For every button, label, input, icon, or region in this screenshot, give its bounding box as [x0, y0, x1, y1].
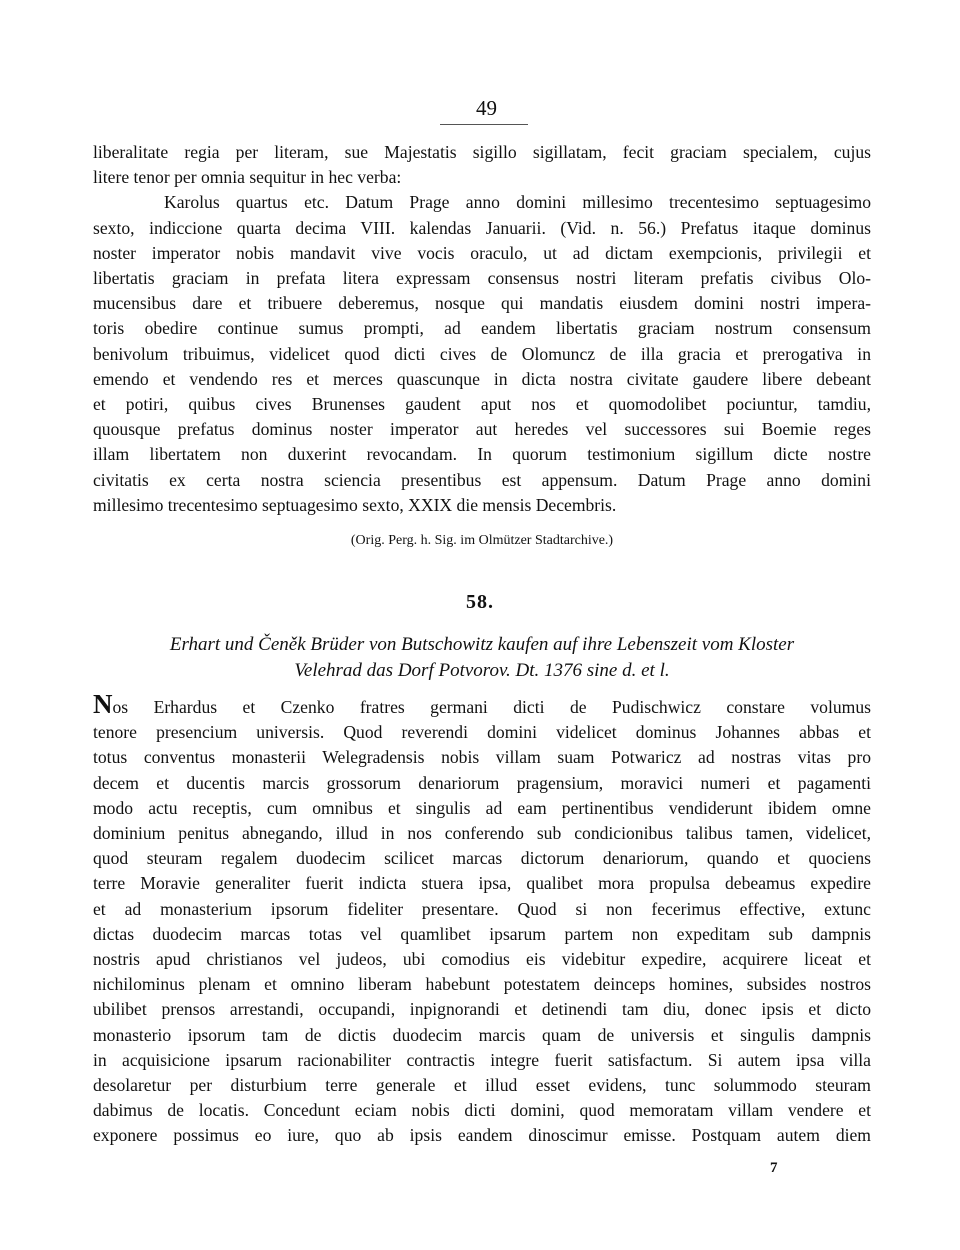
text-line: dominium penitus abnegando, illud in nos conferendo sub condicionibus talibus tamen, videlicet, [93, 823, 871, 844]
text-line: quousque prefatus dominus noster imperator aut heredes vel successores sui Boemie reges [93, 419, 871, 440]
text-line: libertatis graciam in prefata litera expressam consensus nostri literam prefatis civibus Olo- [93, 268, 871, 289]
text-line: nichilominus plenam et omnino liberam habebunt potestatem deinceps homines, subsides nostros [93, 974, 871, 995]
text-line: totus conventus monasterii Welegradensis nobis villam suam Potwaricz ad nostras vitas pro [93, 747, 871, 768]
text-line: litere tenor per omnia sequitur in hec verba: [93, 167, 402, 188]
first-line-text: os Erhardus et Czenko fratres germani dicti de Pudischwicz constare volumus [112, 697, 871, 717]
continuation-text [93, 140, 871, 518]
signature-mark: 7 [770, 1160, 778, 1176]
text-line: illam libertatem non duxerint revocandam. In quorum testimonium sigillum dicte nostre [93, 444, 871, 465]
text-line: nostris apud christianos vel judeos, ubi comodius eis videbitur expedire, acquirere liceat et [93, 949, 871, 970]
text-line: et potiri, quibus cives Brunenses gaudent aput nos et quomodolibet pociuntur, tamdiu, [93, 394, 871, 415]
header-rule [440, 124, 528, 125]
text-line: emendo et vendendo res et merces quascunque in dicta nostra civitate gaudere libere debeant [93, 368, 871, 389]
text-line: millesimo trecentesimo septuagesimo sexto, XXIX die mensis Decembris. [93, 494, 617, 515]
page-number: 49 [476, 96, 497, 120]
text-line: in acquisicione ipsarum racionabiliter contractis integre fuerit satisfactum. Si autem ipsa villa [93, 1049, 871, 1070]
text-line: dictas duodecim marcas totas vel quamlibet ipsarum partem non expeditam sub dampnis [93, 923, 871, 944]
text-line: noster imperator nobis mandavit vive vocis oraculo, ut ad dictam exempcionis, privilegii et [93, 242, 871, 263]
text-line: Karolus quartus etc. Datum Prage anno domini millesimo trecentesimo septuagesimo [164, 192, 871, 213]
text-line: civitatis ex certa nostra sciencia presentibus est appensum. Datum Prage anno domini [93, 469, 871, 490]
text-line: ubilibet prensos arrestandi, occupandi, inpignorandi et detinendi tam diu, donec ipsis et dicto [93, 999, 871, 1020]
text-line: et ad monasterium ipsorum fideliter presentare. Quod si non fecerimus effective, extunc [93, 898, 871, 919]
text-line: exponere possimus eo iure, quo ab ipsis eandem dinoscimur emisse. Postquam autem diem [93, 1125, 871, 1146]
source-note: (Orig. Perg. h. Sig. im Olmützer Stadtarchive.) [350, 533, 614, 548]
text-line: dabimus de locatis. Concedunt eciam nobis dicti domini, quod memoratam villam vendere et [93, 1100, 871, 1121]
document-number: 58. [466, 591, 494, 613]
drop-cap: N [93, 694, 113, 719]
text-line: toris obedire continue sumus prompti, ad eandem libertatis graciam nostrum consensum [93, 318, 871, 339]
text-line: desolaretur per disturbium terre generale et illud esset evidens, tunc solummodo steuram [93, 1075, 871, 1096]
text-line: terre Moravie generaliter fuerit indicta stuera ipsa, qualibet mora propulsa debeamus expedire [93, 873, 871, 894]
text-line: monasterio ipsorum tam de dictis duodecim marcis quam de universis et singulis dampnis [93, 1024, 871, 1045]
title-line: Erhart und Čeněk Brüder von Butschowitz kaufen auf ihre Lebenszeit vom Kloster [169, 634, 795, 655]
first-text-line [93, 694, 871, 720]
text-line: benivolum tribuimus, videlicet quod dicti cives de Olomuncz de illa gracia et prerogativa in [93, 343, 871, 364]
text-line: modo actu receptis, cum omnibus et singulis ad eam pertinentibus vendiderunt ibidem omne [93, 797, 871, 818]
text-line: liberalitate regia per literam, sue Majestatis sigillo sigillatam, fecit graciam specialem, cujus [93, 142, 871, 162]
document-body [93, 694, 871, 1149]
document-title [93, 632, 871, 684]
text-line: decem et ducentis marcis grossorum denariorum pragensium, moravici numeri et pagamenti [93, 772, 871, 793]
text-line: tenore presencium universis. Quod reverendi domini videlicet dominus Johannes abbas et [93, 722, 871, 743]
text-line: mucensibus dare et tribuere deberemus, nosque qui mandatis eiusdem domini nostri impera- [93, 293, 871, 314]
text-line: quod steuram regalem duodecim scilicet marcas dictorum denariorum, quando et quociens [93, 848, 871, 869]
title-line: Velehrad das Dorf Potvorov. Dt. 1376 sine d. et l. [294, 660, 670, 681]
text-line: sexto, indiccione quarta decima VIII. kalendas Januarii. (Vid. n. 56.) Prefatus itaque dominus [93, 217, 871, 238]
